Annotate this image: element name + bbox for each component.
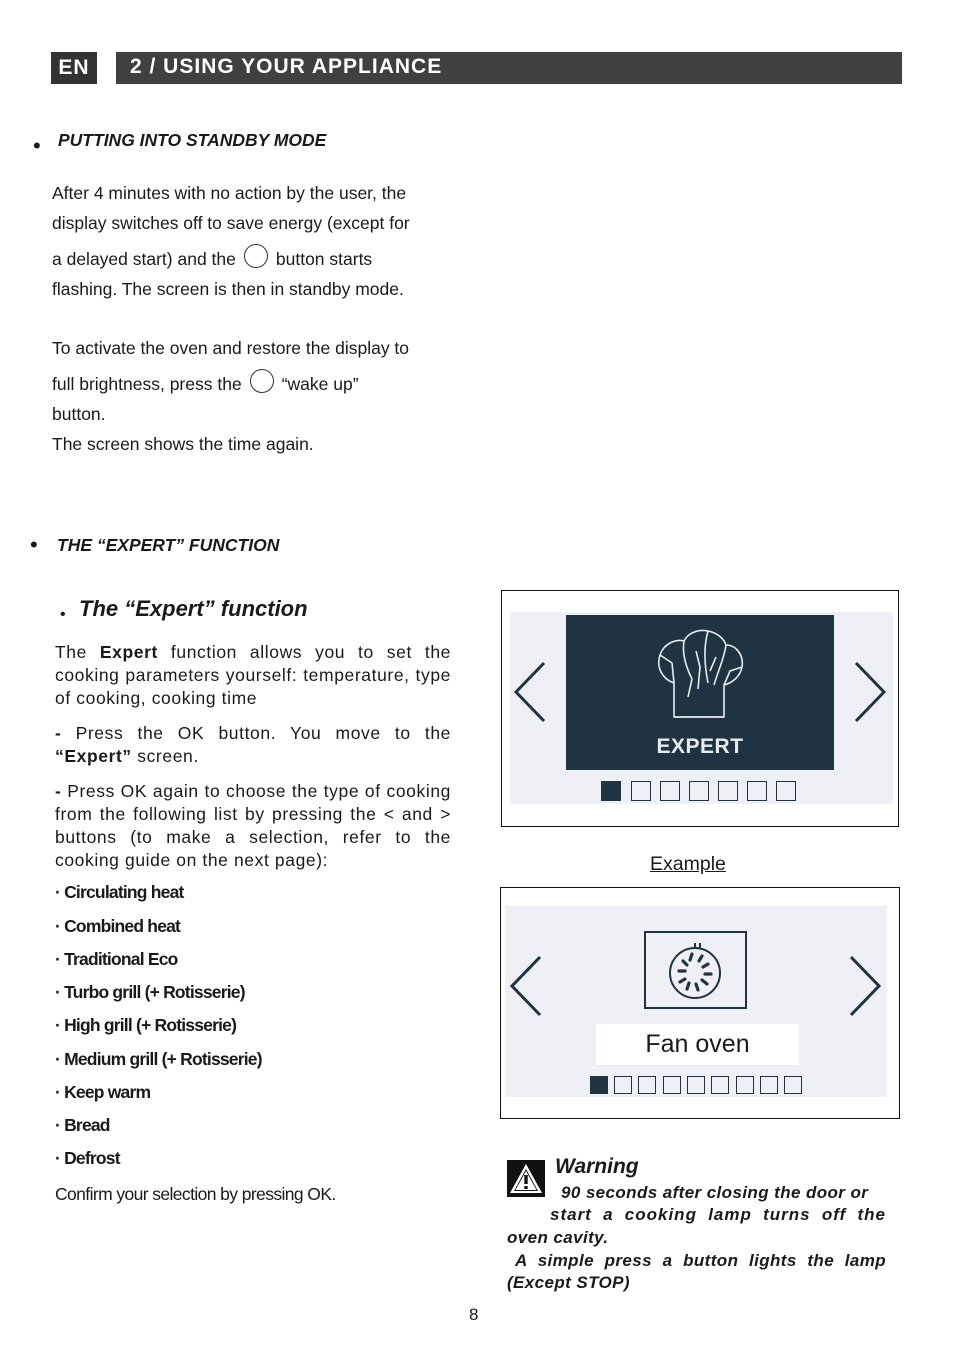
pager-dot-active [601,781,621,801]
text-line: After 4 minutes with no action by the user, the [52,183,407,203]
example-caption: Example [650,853,726,875]
text-fragment: Expert [99,642,158,662]
text-line: display switches off to save energy (except for [52,213,410,233]
text-fragment: full brightness, press the [52,374,242,394]
cooking-type-item: · Traditional Eco [55,949,178,969]
bullet: • [30,532,38,557]
pager-dot [718,781,738,801]
warning-text-line: (Except STOP) [507,1273,630,1292]
standby-paragraph-1 [52,178,472,304]
warning-icon [507,1160,545,1197]
cooking-type-item: · High grill (+ Rotisserie) [55,1015,237,1035]
warning-text-line: oven cavity. [507,1228,609,1247]
pager-dot [784,1076,802,1094]
chef-hat-icon [652,627,748,719]
text-fragment: The [55,642,100,662]
text-fragment: - [55,723,76,743]
text-fragment: Press the OK button. You move to the [75,723,451,743]
pager-dot [711,1076,729,1094]
warning-text-line: start a cooking lamp turns off the [550,1205,886,1224]
cooking-type-item: · Circulating heat [55,882,184,902]
warning-text-line: A simple press a button lights the lamp [515,1251,886,1270]
fan-oven-pager [590,1076,810,1096]
bullet: • [33,133,41,158]
chevron-left-icon[interactable] [508,954,544,1018]
pager-dot [760,1076,778,1094]
section-header: 2 / USING YOUR APPLIANCE [116,52,902,84]
confirm-note: Confirm your selection by pressing OK. [55,1184,336,1204]
fan-oven-label: Fan oven [596,1024,799,1065]
pager-dot-active [590,1076,608,1094]
text-line: flashing. The screen is then in standby mode. [52,279,404,299]
expert-step-2 [55,780,451,872]
pager-dot [776,781,796,801]
text-line: To activate the oven and restore the display to [52,338,410,358]
text-fragment: button starts [275,249,373,269]
text-line: The screen shows the time again. [52,434,314,454]
pager-dot [689,781,709,801]
page-number: 8 [469,1305,479,1324]
text-fragment: screen. [131,746,199,766]
cooking-type-item: · Keep warm [55,1082,151,1102]
pager-dot [638,1076,656,1094]
text-fragment: “wake up” [281,374,359,394]
text-line: button. [52,404,106,424]
power-button-icon [244,244,268,268]
expert-subheading: The “Expert” function [79,596,308,621]
expert-pager [601,781,801,803]
text-fragment: a delayed start) and the [52,249,236,269]
expert-heading: THE “EXPERT” FUNCTION [57,535,280,555]
text-fragment: “Expert” [55,746,132,766]
pager-dot [631,781,651,801]
cooking-type-item: · Turbo grill (+ Rotisserie) [55,982,245,1002]
pager-dot [747,781,767,801]
standby-paragraph-2 [52,333,472,459]
text-fragment: - [55,781,68,801]
pager-dot [687,1076,705,1094]
wake-up-button-icon [250,369,274,393]
chevron-right-icon[interactable] [847,954,883,1018]
pager-dot [736,1076,754,1094]
pager-dot [660,781,680,801]
warning-text-line: 90 seconds after closing the door or [561,1183,869,1202]
text-line [52,244,472,274]
bullet: • [60,606,66,623]
expert-label: EXPERT [656,735,744,758]
pager-dot [614,1076,632,1094]
text-line [52,369,472,399]
fan-icon [664,942,726,1002]
expert-intro [55,641,451,710]
chevron-right-icon[interactable] [852,660,888,724]
text-fragment: Press OK again to choose the type of cooking from the following list by pressing the < and > buttons (to make a selection, refer to the cooking guide on the next page): [55,781,451,870]
chevron-left-icon[interactable] [512,660,548,724]
warning-title: Warning [555,1155,639,1178]
pager-dot [663,1076,681,1094]
cooking-type-item: · Defrost [55,1148,120,1168]
cooking-type-item: · Combined heat [55,916,181,936]
text-fragment: function allows you to set the cooking parameters yourself: temperature, type of cooking, cooking time [55,642,451,708]
cooking-type-item: · Medium grill (+ Rotisserie) [55,1049,262,1069]
standby-heading: PUTTING INTO STANDBY MODE [58,130,327,150]
language-badge: EN [51,52,97,84]
cooking-type-item: · Bread [55,1115,110,1135]
expert-step-1 [55,722,451,768]
